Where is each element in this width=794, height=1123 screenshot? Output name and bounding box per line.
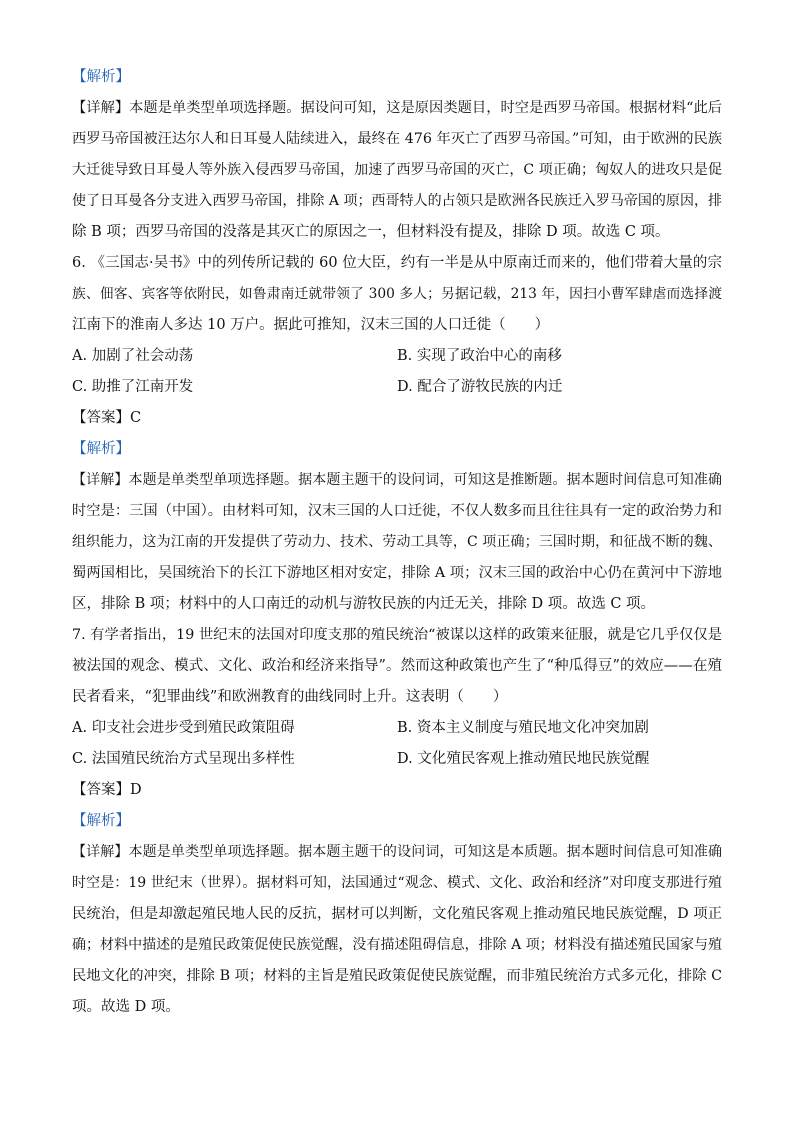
option-a: A. 印支社会进步受到殖民政策阻碍 bbox=[72, 720, 295, 736]
document-page bbox=[72, 62, 722, 1023]
option-c: C. 助推了江南开发 bbox=[72, 379, 194, 395]
options-row bbox=[72, 341, 722, 372]
option-d: D. 配合了游牧民族的内迁 bbox=[397, 379, 563, 395]
text-line: 【详解】本题是单类型单项选择题。据本题主题干的设问词，可知这是推断题。据本题时间信息可知准确 bbox=[72, 472, 722, 488]
option-d: D. 文化殖民客观上推动殖民地民族觉醒 bbox=[397, 751, 650, 767]
text-line: 【详解】本题是单类型单项选择题。据本题主题干的设问词，可知这是本质题。据本题时间信息可知准确 bbox=[72, 844, 722, 860]
question-line: 江南下的淮南人多达 10 万户。据此可推知，汉末三国的人口迁徙（ ） bbox=[72, 317, 550, 333]
question-7 bbox=[72, 620, 722, 775]
detail-paragraph bbox=[72, 465, 722, 620]
question-line: 7. 有学者指出，19 世纪末的法国对印度支那的殖民统治“被谋以这样的政策来征服，就是它几乎仅仅是 bbox=[72, 627, 722, 643]
answer-label: 【答案】C bbox=[72, 410, 142, 426]
options-row bbox=[72, 713, 722, 744]
analysis-header: 【解析】 bbox=[72, 813, 130, 829]
question-line: 族、佃客、宾客等依附民，如鲁肃南迁就带领了 300 多人；另据记载，213 年，因扫小曹军肆虐而选择渡 bbox=[72, 286, 722, 302]
question-6 bbox=[72, 248, 722, 403]
analysis-header: 【解析】 bbox=[72, 69, 130, 85]
text-line: 大迁徙导致日耳曼人等外族入侵西罗马帝国，加速了西罗马帝国的灭亡，C 项正确；匈奴人的进攻只是促 bbox=[72, 162, 722, 178]
text-line: 时空是：19 世纪末（世界）。据材料可知，法国通过“观念、模式、文化、政治和经济”对印度支那进行殖 bbox=[72, 875, 722, 891]
question-line: 民者看来，“犯罪曲线”和欧洲教育的曲线同时上升。这表明（ ） bbox=[72, 689, 508, 705]
text-line: 蜀两国相比，吴国统治下的长江下游地区相对安定，排除 A 项；汉末三国的政治中心仍在黄河中下游地 bbox=[72, 565, 722, 581]
text-line: 民统治，但是却激起殖民地人民的反抗，据材可以判断，文化殖民客观上推动殖民地民族觉醒，D 项正 bbox=[72, 906, 722, 922]
text-line: 区，排除 B 项；材料中的人口南迁的动机与游牧民族的内迁无关，排除 D 项。故选 C 项。 bbox=[72, 596, 656, 612]
text-line: 使了日耳曼各分支进入西罗马帝国，排除 A 项；西哥特人的占领只是欧洲各民族迁入罗马帝国的原因，排 bbox=[72, 193, 722, 209]
text-line: 时空是：三国（中国）。由材料可知，汉末三国的人口迁徙，不仅人数多而且往往具有一定的政治势力和 bbox=[72, 503, 722, 519]
options-row bbox=[72, 744, 722, 775]
option-a: A. 加剧了社会动荡 bbox=[72, 348, 194, 364]
option-b: B. 资本主义制度与殖民地文化冲突加剧 bbox=[397, 720, 649, 736]
text-line: 民地文化的冲突，排除 B 项；材料的主旨是殖民政策促使民族觉醒，而非殖民统治方式多元化，排除 C bbox=[72, 968, 722, 984]
text-line: 除 B 项；西罗马帝国的没落是其灭亡的原因之一，但材料没有提及，排除 D 项。故选 C 项。 bbox=[72, 224, 670, 240]
text-line: 项。故选 D 项。 bbox=[72, 999, 180, 1015]
text-line: 组织能力，这为江南的开发提供了劳动力、技术、劳动工具等，C 项正确；三国时期，和征战不断的魏、 bbox=[72, 534, 722, 550]
text-line: 【详解】本题是单类型单项选择题。据设问可知，这是原因类题目，时空是西罗马帝国。根据材料“此后 bbox=[72, 100, 722, 116]
answer-label: 【答案】D bbox=[72, 782, 142, 798]
question-line: 6. 《三国志·吴书》中的列传所记载的 60 位大臣，约有一半是从中原南迁而来的，他们带着大量的宗 bbox=[72, 255, 722, 271]
text-line: 确；材料中描述的是殖民政策促使民族觉醒，没有描述阻碍信息，排除 A 项；材料没有描述殖民国家与殖 bbox=[72, 937, 722, 953]
detail-paragraph bbox=[72, 837, 722, 1023]
question-line: 被法国的观念、模式、文化、政治和经济来指导”。然而这种政策也产生了“种瓜得豆”的效应——在殖 bbox=[72, 658, 722, 674]
options-row bbox=[72, 372, 722, 403]
detail-paragraph bbox=[72, 93, 722, 248]
text-line: 西罗马帝国被汪达尔人和日耳曼人陆续进入，最终在 476 年灭亡了西罗马帝国。”可知，由于欧洲的民族 bbox=[72, 131, 722, 147]
option-c: C. 法国殖民统治方式呈现出多样性 bbox=[72, 751, 295, 767]
analysis-header: 【解析】 bbox=[72, 441, 130, 457]
option-b: B. 实现了政治中心的南移 bbox=[397, 348, 562, 364]
